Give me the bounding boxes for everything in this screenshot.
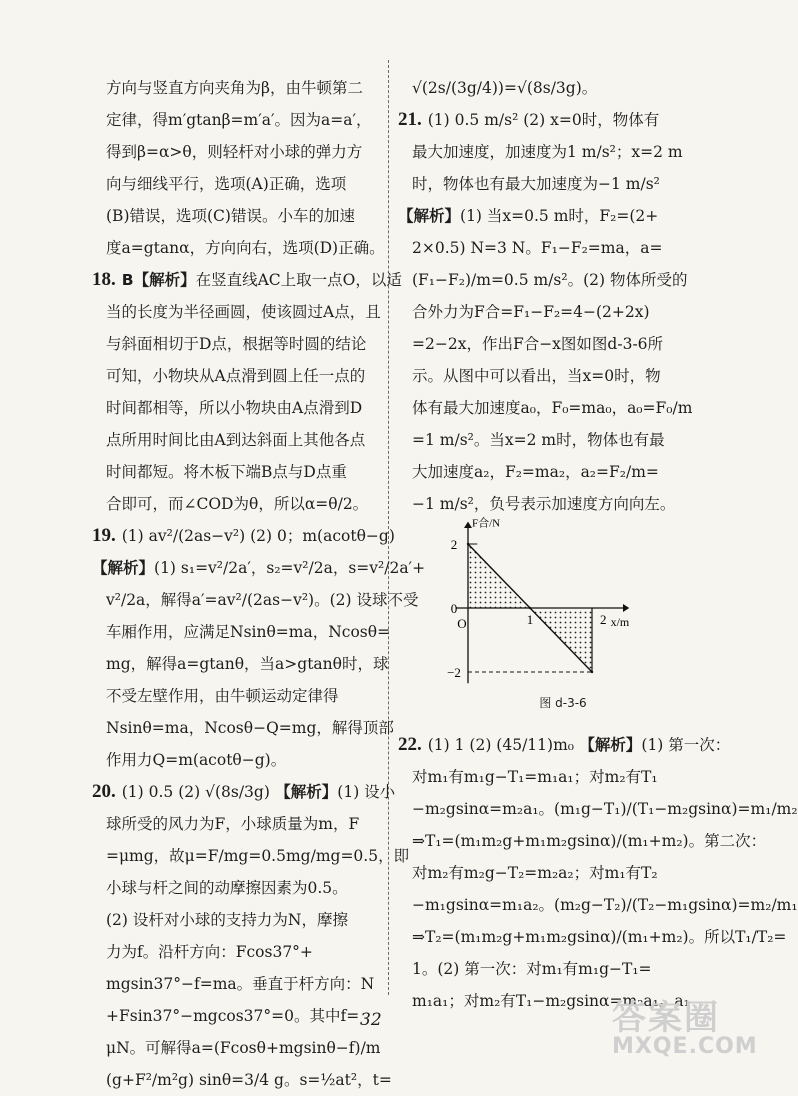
line-text: 车厢作用，应满足Nsinθ=ma，Ncosθ= xyxy=(106,623,391,641)
text-line xyxy=(92,168,382,200)
page-number: 32 xyxy=(360,1010,382,1030)
line-text: v²/2a，解得a′=av²/(2as−v²)。(2) 设球不受 xyxy=(106,591,419,609)
text-line xyxy=(92,1000,382,1032)
text-line xyxy=(92,72,382,104)
x-tick-label: 1 xyxy=(526,612,534,627)
text-line xyxy=(398,104,698,136)
line-text: 体有最大加速度a₀，F₀=ma₀，a₀=F₀/m xyxy=(412,399,693,417)
text-line xyxy=(92,648,389,680)
line-text: 合即可，而∠COD为θ，所以α=θ/2。 xyxy=(106,495,369,513)
y-tick-label: 0 xyxy=(450,601,458,616)
x-tick-label: 2 xyxy=(600,612,607,627)
text-line xyxy=(398,825,767,857)
line-text: −m₁gsinα=m₁a₂。(m₂g−T₂)/(T₂−m₁gsinα)=m₂/m₁ xyxy=(412,896,798,914)
text-line xyxy=(92,200,382,232)
line-text: (1) 1 (2) (45/11)m₀ xyxy=(427,736,574,754)
text-line xyxy=(92,936,382,968)
line-text: 球所受的风力为F，小球质量为m，F xyxy=(106,815,360,833)
text-line xyxy=(92,328,382,360)
text-line xyxy=(92,136,382,168)
line-text: (B)错误，选项(C)错误。小车的加速 xyxy=(106,207,355,225)
text-line xyxy=(398,424,698,456)
question-number: 18. xyxy=(92,269,116,290)
text-line xyxy=(92,392,382,424)
line-text: (F₁−F₂)/m=0.5 m/s²。(2) 物体所受的 xyxy=(412,271,688,289)
watermark-top: 答案圈 xyxy=(612,998,720,1038)
line-text: 作用力Q=m(acotθ−g)。 xyxy=(106,751,287,769)
line-text: mgsin37°−f=ma。垂直于杆方向：N xyxy=(106,975,375,993)
line-text: (2) 设杆对小球的支持力为N，摩擦 xyxy=(106,911,348,929)
text-line xyxy=(92,744,382,776)
text-line xyxy=(398,200,698,232)
text-line xyxy=(398,921,787,953)
line-text: 对m₂有m₂g−T₂=m₂a₂；对m₁有T₂ xyxy=(412,864,658,882)
line-text: 得到β=α>θ，则轻杆对小球的弹力方 xyxy=(106,143,363,161)
text-line xyxy=(92,456,382,488)
text-line xyxy=(92,360,382,392)
text-line xyxy=(398,392,698,424)
text-line xyxy=(398,232,698,264)
y-tick-label: 2 xyxy=(450,537,458,552)
line-text: Nsinθ=ma，Ncosθ−Q=mg，解得顶部 xyxy=(106,719,394,737)
text-line xyxy=(92,552,426,584)
text-line xyxy=(92,904,382,936)
line-text: 可知，小物块从A点滑到圆上任一点的 xyxy=(106,367,366,385)
line-text: (1) 当x=0.5 m时，F₂=(2+ xyxy=(460,207,659,225)
analysis-tag: 【解析】 xyxy=(92,559,155,577)
text-line xyxy=(92,584,419,616)
question-number: 21. xyxy=(398,109,422,130)
text-line xyxy=(92,968,382,1000)
y-tick-label: −2 xyxy=(447,665,461,680)
text-line xyxy=(92,296,382,328)
text-line xyxy=(398,264,698,296)
figure-caption: 图 d-3-6 xyxy=(539,696,587,710)
line-text: =2−2x，作出F合−x图如图d-3-6所 xyxy=(412,335,664,353)
line-text: 度a=gtanα，方向向右，选项(D)正确。 xyxy=(106,239,385,257)
line-text: 1。(2) 第一次：对m₁有m₁g−T₁= xyxy=(412,960,652,978)
x-axis-label: x/m xyxy=(610,615,630,629)
line-text: √(2s/(3g/4))=√(8s/3g)。 xyxy=(412,79,598,97)
force-displacement-chart xyxy=(438,517,658,690)
line-text: (1) s₁=v²/2a′，s₂=v²/2a，s=v²/2a′+ xyxy=(154,559,426,577)
question-number: 19. xyxy=(92,525,116,546)
line-text: 时间都短。将木板下端B点与D点重 xyxy=(106,463,347,481)
line-text: 与斜面相切于D点，根据等时圆的结论 xyxy=(106,335,367,353)
line-text: 小球与杆之间的动摩擦因素为0.5。 xyxy=(106,879,348,897)
line-text: 时，物体也有最大加速度为−1 m/s² xyxy=(412,175,660,193)
watermark-logo xyxy=(612,998,758,1062)
text-line xyxy=(92,840,410,872)
left-column xyxy=(92,72,426,1096)
data-point xyxy=(529,607,531,609)
text-line xyxy=(398,488,698,520)
right-column-bottom xyxy=(398,729,798,1017)
line-text: μN。可解得a=(Fcosθ+mgsinθ−f)/m xyxy=(106,1039,381,1057)
y-axis-label: F合/N xyxy=(472,517,501,530)
line-text: (1) av²/(2as−v²) (2) 0；m(acotθ−g) xyxy=(121,527,395,545)
line-text: +Fsin37°−mgcos37°=0。其中f= xyxy=(106,1007,360,1025)
line-text: 力为f。沿杆方向：Fcos37°+ xyxy=(106,943,313,961)
text-line xyxy=(398,953,698,985)
line-text: 当的长度为半径画圆，使该圆过A点，且 xyxy=(106,303,381,321)
line-text: (1) 0.5 (2) √(8s/3g) xyxy=(121,783,270,801)
analysis-tag: 【解析】 xyxy=(573,736,642,754)
line-text: 点所用时间比由A到达斜面上其他各点 xyxy=(106,431,366,449)
line-text: 合外力为F合=F₁−F₂=4−(2+2x) xyxy=(412,303,650,321)
origin-label: O xyxy=(457,616,467,631)
line-text: 大加速度a₂，F₂=ma₂，a₂=F₂/m= xyxy=(412,463,659,481)
line-text: =1 m/s²。当x=2 m时，物体也有最 xyxy=(412,431,665,449)
text-line xyxy=(398,761,698,793)
line-text: m₁a₁；对m₂有T₁−m₂gsinα=m₂a₁。a₁ xyxy=(412,992,690,1010)
question-number: 22. xyxy=(398,734,422,755)
figure-d-3-6 xyxy=(398,517,698,690)
line-text: ⇒T₂=(m₁m₂g+m₁m₂gsinα)/(m₁+m₂)。所以T₁/T₂= xyxy=(412,928,787,946)
text-line xyxy=(398,889,798,921)
text-line xyxy=(92,1032,382,1064)
line-text: 不受左壁作用，由牛顿运动定律得 xyxy=(106,687,339,705)
line-text-tail: (1) 第一次： xyxy=(641,736,731,754)
text-line xyxy=(92,264,402,296)
line-text: 方向与竖直方向夹角为β，由牛顿第二 xyxy=(106,79,363,97)
text-line xyxy=(92,680,382,712)
text-line xyxy=(398,72,698,104)
text-line xyxy=(92,712,394,744)
right-column-top xyxy=(398,72,698,520)
line-text: 最大加速度，加速度为1 m/s²；x=2 m xyxy=(412,143,683,161)
text-line xyxy=(398,729,731,761)
line-text: 向与细线平行，选项(A)正确，选项 xyxy=(106,175,347,193)
line-text: 时间都相等，所以小物块由A点滑到D xyxy=(106,399,363,417)
line-text: 2×0.5) N=3 N。F₁−F₂=ma，a= xyxy=(412,239,663,257)
x-axis-arrow xyxy=(623,604,629,612)
text-line xyxy=(92,616,391,648)
line-text: 示。从图中可以看出，当x=0时，物 xyxy=(412,367,661,385)
text-line xyxy=(92,424,382,456)
y-axis-arrow xyxy=(464,522,472,528)
data-point xyxy=(467,543,469,545)
line-text-tail: (1) 设小 xyxy=(337,783,396,801)
data-point xyxy=(591,671,593,673)
text-line xyxy=(92,808,382,840)
line-text: (1) 0.5 m/s² (2) x=0时，物体有 xyxy=(427,111,660,129)
text-line xyxy=(398,793,798,825)
text-line xyxy=(398,328,698,360)
line-text: −1 m/s²，负号表示加速度方向向左。 xyxy=(412,495,676,513)
question-number: 20. xyxy=(92,781,116,802)
line-text: −m₂gsinα=m₂a₁。(m₁g−T₁)/(T₁−m₂gsinα)=m₁/m₂ xyxy=(412,800,798,818)
text-line xyxy=(92,872,382,904)
watermark-bottom: MXQE.COM xyxy=(612,1034,758,1059)
analysis-tag: 【解析】 xyxy=(398,207,461,225)
text-line xyxy=(398,168,698,200)
text-line xyxy=(92,1064,392,1096)
analysis-tag: B【解析】 xyxy=(121,271,196,289)
line-text: (g+F²/m²g) sinθ=3/4 g。s=½at²，t= xyxy=(106,1071,392,1089)
line-text: ⇒T₁=(m₁m₂g+m₁m₂gsinα)/(m₁+m₂)。第二次： xyxy=(412,832,767,850)
right-column xyxy=(398,72,798,1017)
line-text: mg，解得a=gtanθ，当a>gtanθ时，球 xyxy=(106,655,389,673)
text-line xyxy=(92,488,382,520)
text-line xyxy=(398,296,698,328)
text-line xyxy=(398,136,698,168)
text-line xyxy=(92,520,395,552)
text-line xyxy=(398,360,698,392)
text-line xyxy=(92,232,385,264)
line-text: 对m₁有m₁g−T₁=m₁a₁；对m₂有T₁ xyxy=(412,768,658,786)
analysis-tag: 【解析】 xyxy=(269,783,338,801)
line-text: =μmg，故μ=F/mg=0.5mg/mg=0.5，即 xyxy=(106,847,410,865)
text-line xyxy=(398,456,698,488)
line-text: 在竖直线AC上取一点O，以适 xyxy=(195,271,402,289)
text-line xyxy=(398,857,698,889)
text-line xyxy=(92,776,396,808)
line-text: 定律，得m′gtanβ=m′a′。因为a=a′， xyxy=(106,111,372,129)
text-line xyxy=(92,104,382,136)
